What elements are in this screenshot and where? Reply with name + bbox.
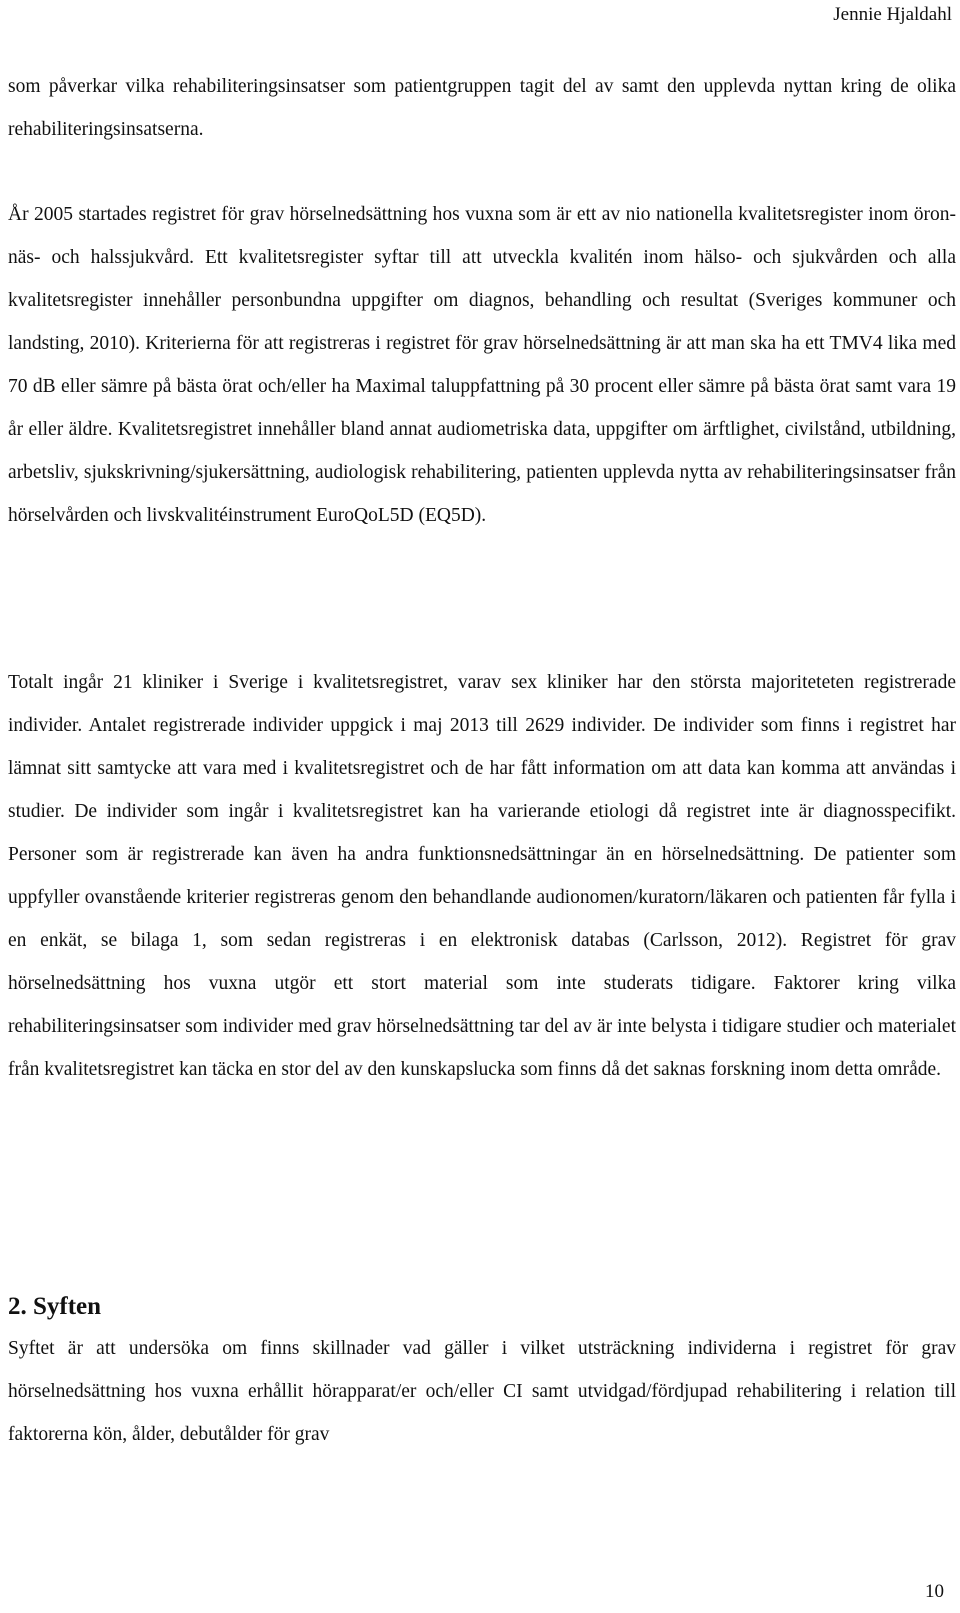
paragraph-continuation: som påverkar vilka rehabiliteringsinsatser som patientgruppen tagit del av samt den upplevda nyttan kring de olika rehabiliteringsinsatserna. <box>8 76 956 140</box>
paragraph-registry-background: År 2005 startades registret för grav hörselnedsättning hos vuxna som är ett av nio nationella kvalitetsregister inom öron- näs- och halssjukvård. Ett kvalitetsregister syftar till att utveckla kvalitén inom hälso- och sjukvården och alla kvalitetsregister innehåller personbundna uppgifter om diagnos, behandling och resultat (Sveriges kommuner och landsting, 2010). Kriterierna för att registreras i registret för grav hörselnedsättning är att man ska ha ett TMV4 lika med 70 dB eller sämre på bästa örat och/eller ha Maximal taluppfattning på 30 procent eller sämre på bästa örat samt vara 19 år eller äldre. Kvalitetsregistret innehåller bland annat audiometriska data, uppgifter om ärftlighet, civilstånd, utbildning, arbetsliv, sjukskrivning/sjukersättning, audiologisk rehabilitering, patienten upplevda nytta av rehabiliteringsinsatser från hörselvården och livskvalitéinstrument EuroQoL5D (EQ5D). <box>8 204 956 526</box>
page-number: 10 <box>925 1581 944 1602</box>
paragraph-aims: Syftet är att undersöka om finns skillnader vad gäller i vilket utsträckning individerna i registret för grav hörselnedsättning hos vuxna erhållit hörapparat/er och/eller CI samt utvidgad/fördjupad rehabilitering i relation till faktorerna kön, ålder, debutålder för grav <box>8 1338 956 1445</box>
header-author: Jennie Hjaldahl <box>833 4 952 25</box>
paragraph-registry-clinics: Totalt ingår 21 kliniker i Sverige i kvalitetsregistret, varav sex kliniker har den största majoriteteten registrerade individer. Antalet registrerade individer uppgick i maj 2013 till 2629 individer. De individer som finns i registret har lämnat sitt samtycke att vara med i kvalitetsregistret och de har fått information om att data kan komma att användas i studier. De individer som ingår i kvalitetsregistret kan ha varierande etiologi då registret inte är diagnosspecifikt. Personer som är registrerade kan även ha andra funktionsnedsättningar än en hörselnedsättning. De patienter som uppfyller ovanstående kriterier registreras genom den behandlande audionomen/kuratorn/läkaren och patienten får fylla i en enkät, se bilaga 1, som sedan registreras i en elektronisk databas (Carlsson, 2012). Registret för grav hörselnedsättning hos vuxna utgör ett stort material som inte studerats tidigare. Faktorer kring vilka rehabiliteringsinsatser som individer med grav hörselnedsättning tar del av är inte belysta i tidigare studier och materialet från kvalitetsregistret kan täcka en stor del av den kunskapslucka som finns då det saknas forskning inom detta område. <box>8 672 956 1080</box>
section-heading: 2. Syften <box>8 1293 102 1320</box>
